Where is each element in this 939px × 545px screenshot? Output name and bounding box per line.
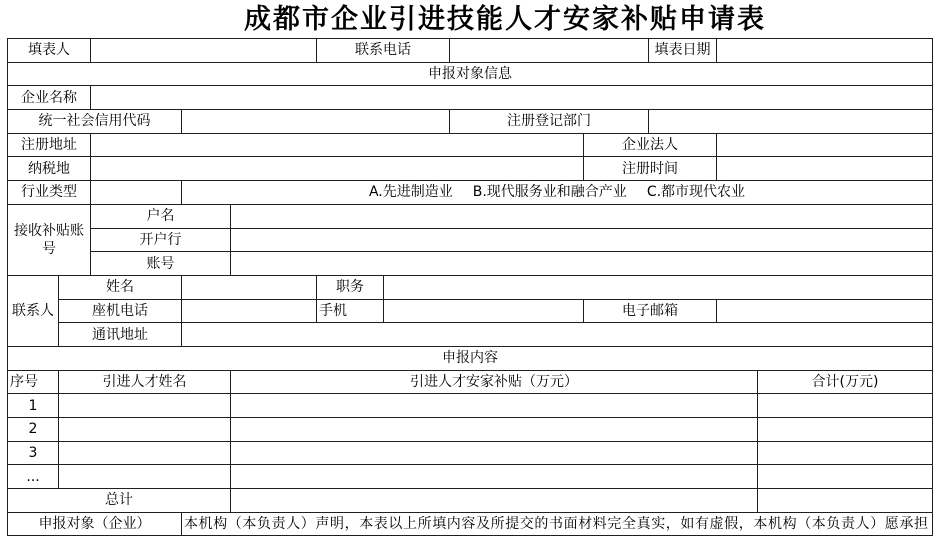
account-number-row [8,252,933,276]
account-name-field[interactable] [231,204,933,228]
company-name-label: 企业名称 [8,86,91,110]
subsidy-field[interactable] [231,394,758,418]
table-row [8,465,933,489]
fill-date-field[interactable] [717,39,933,63]
subsidy-field[interactable] [231,441,758,465]
industry-option-c[interactable]: C.都市现代农业 [646,184,746,201]
contact-phone-row [8,299,933,323]
talent-table-header [8,370,933,394]
row-index: 3 [8,441,59,465]
section-row [8,62,933,86]
landline-label: 座机电话 [59,299,182,323]
subtotal-field[interactable] [758,418,933,442]
account-number-label: 账号 [91,252,231,276]
bank-name-row [8,228,933,252]
total-label: 总计 [8,489,231,513]
index-header: 序号 [8,370,59,394]
contact-name-label: 姓名 [59,275,182,299]
registration-time-field[interactable] [717,157,933,181]
row-index: 2 [8,418,59,442]
registration-dept-field[interactable] [649,110,933,134]
industry-option-a[interactable]: A.先进制造业 [368,184,453,201]
total-subsidy-field[interactable] [231,489,758,513]
application-form-table [7,38,933,536]
talent-name-field[interactable] [59,441,231,465]
tax-location-row [8,157,933,181]
account-name-label: 户名 [91,204,231,228]
table-row [8,441,933,465]
email-label: 电子邮箱 [584,299,717,323]
mobile-label: 手机 [317,299,384,323]
bank-account-label-text: 接收补贴账号 [14,222,84,257]
contact-name-row [8,275,933,299]
credit-code-field[interactable] [182,110,450,134]
mailing-address-field[interactable] [182,323,933,347]
filler-label: 填表人 [8,39,91,63]
form-title: 成都市企业引进技能人才安家补贴申请表 [244,4,766,35]
bank-account-name-row [8,204,933,228]
subsidy-field[interactable] [231,418,758,442]
mobile-field[interactable] [384,299,584,323]
industry-row [8,181,933,205]
landline-field[interactable] [182,299,317,323]
fill-date-label: 填表日期 [649,39,717,63]
registered-address-label: 注册地址 [8,133,91,157]
contact-phone-field[interactable] [450,39,649,63]
industry-label: 行业类型 [8,181,91,205]
filler-field[interactable] [91,39,317,63]
contact-label: 联系人 [8,275,59,346]
registered-address-row [8,133,933,157]
credit-code-row [8,110,933,134]
company-name-field[interactable] [91,86,933,110]
bank-label: 开户行 [91,228,231,252]
email-field[interactable] [717,299,933,323]
industry-options [182,181,933,205]
header-row [8,39,933,63]
contact-name-field[interactable] [182,275,317,299]
declaration-label: 申报对象（企业） [8,512,182,536]
row-index: 1 [8,394,59,418]
bank-field[interactable] [231,228,933,252]
registration-time-label: 注册时间 [584,157,717,181]
declaration-text: 本机构（本负责人）声明，本表以上所填内容及所提交的书面材料完全真实，如有虚假，本机构（本负责人）愿承担 [184,516,929,533]
total-row [8,489,933,513]
legal-person-field[interactable] [717,133,933,157]
contact-position-field[interactable] [384,275,933,299]
table-row [8,418,933,442]
company-name-row [8,86,933,110]
mailing-address-label: 通讯地址 [59,323,182,347]
bank-account-label [8,204,91,275]
section-row [8,346,933,370]
talent-name-field[interactable] [59,418,231,442]
industry-option-b[interactable]: B.现代服务业和融合产业 [472,184,627,201]
subsidy-header: 引进人才安家补贴（万元） [231,370,758,394]
talent-name-field[interactable] [59,394,231,418]
industry-field[interactable] [91,181,182,205]
subtotal-field[interactable] [758,465,933,489]
declaration-cell [182,512,933,536]
account-number-field[interactable] [231,252,933,276]
declaration-row [8,512,933,536]
contact-phone-label: 联系电话 [317,39,450,63]
subtotal-field[interactable] [758,441,933,465]
contact-address-row [8,323,933,347]
subtotal-field[interactable] [758,394,933,418]
row-index: ... [8,465,59,489]
section-applicant-info: 申报对象信息 [8,62,933,86]
registered-address-field[interactable] [91,133,584,157]
talent-name-header: 引进人才姓名 [59,370,231,394]
tax-location-field[interactable] [91,157,584,181]
tax-location-label: 纳税地 [8,157,91,181]
registration-dept-label: 注册登记部门 [450,110,649,134]
contact-position-label: 职务 [317,275,384,299]
legal-person-label: 企业法人 [584,133,717,157]
total-subtotal-field[interactable] [758,489,933,513]
table-row [8,394,933,418]
section-application-content: 申报内容 [8,346,933,370]
credit-code-label: 统一社会信用代码 [8,110,182,134]
subtotal-header: 合计(万元) [758,370,933,394]
talent-name-field[interactable] [59,465,231,489]
subsidy-field[interactable] [231,465,758,489]
